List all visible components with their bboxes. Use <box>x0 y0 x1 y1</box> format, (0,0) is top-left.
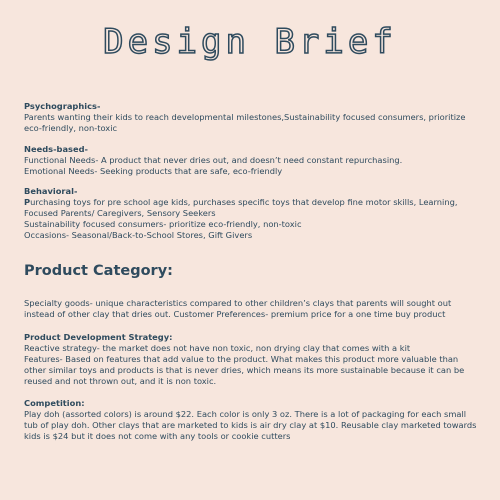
behavioral-line-1 <box>24 197 479 219</box>
product-category-text: Specialty goods- unique characteristics compared to other children’s clays that parents will sought out instead of other clay that dries out. Customer Preferences- premium price for a one time buy product <box>24 298 452 319</box>
strategy-section <box>24 332 479 387</box>
psychographics-heading: Psychographics- <box>24 101 101 111</box>
behavioral-heading: Behavioral- <box>24 186 78 196</box>
strategy-features-text: Features- Based on features that add value to the product. What makes this product more valuable than other similar toys and products is that is never dries, which means its more sustainable because it can be reused and not thrown out, and it is non toxic. <box>24 354 465 386</box>
needs-section <box>24 144 479 177</box>
behavioral-line-2: Sustainability focused consumers- prioritize eco-friendly, non-toxic <box>24 219 302 229</box>
page-title: Design Brief <box>103 22 397 62</box>
psychographics-section <box>24 101 479 134</box>
needs-heading: Needs-based- <box>24 144 89 154</box>
behavioral-section <box>24 186 479 241</box>
competition-heading: Competition: <box>24 398 85 408</box>
behavioral-first-letter: P <box>24 197 31 207</box>
product-category-heading: Product Category: <box>24 263 173 279</box>
needs-functional-text: Functional Needs- A product that never dries out, and doesn’t need constant repurchasing. <box>24 155 403 165</box>
psychographics-text: Parents wanting their kids to reach developmental milestones,Sustainability focused consumers, prioritize eco-friendly, non-toxic <box>24 112 466 133</box>
behavioral-line-1-rest: urchasing toys for pre school age kids, purchases specific toys that develop fine motor skills, Learning, Focused Parents/ Caregivers, Sensory Seekers <box>24 197 458 218</box>
strategy-reactive-text: Reactive strategy- the market does not have non toxic, non drying clay that comes with a kit <box>24 343 411 353</box>
strategy-heading: Product Development Strategy: <box>24 332 173 342</box>
needs-emotional-text: Emotional Needs- Seeking products that are safe, eco-friendly <box>24 166 283 176</box>
behavioral-line-3: Occasions- Seasonal/Back-to-School Stores, Gift Givers <box>24 230 253 240</box>
competition-section <box>24 398 479 442</box>
competition-text: Play doh (assorted colors) is around $22. Each color is only 3 oz. There is a lot of packaging for each small tub of play doh. Other clays that are marketed to kids is air dry clay at $10. Reusable clay marketed towards kids is $24 but it does not come with any tools or cookie cutters <box>24 409 477 441</box>
